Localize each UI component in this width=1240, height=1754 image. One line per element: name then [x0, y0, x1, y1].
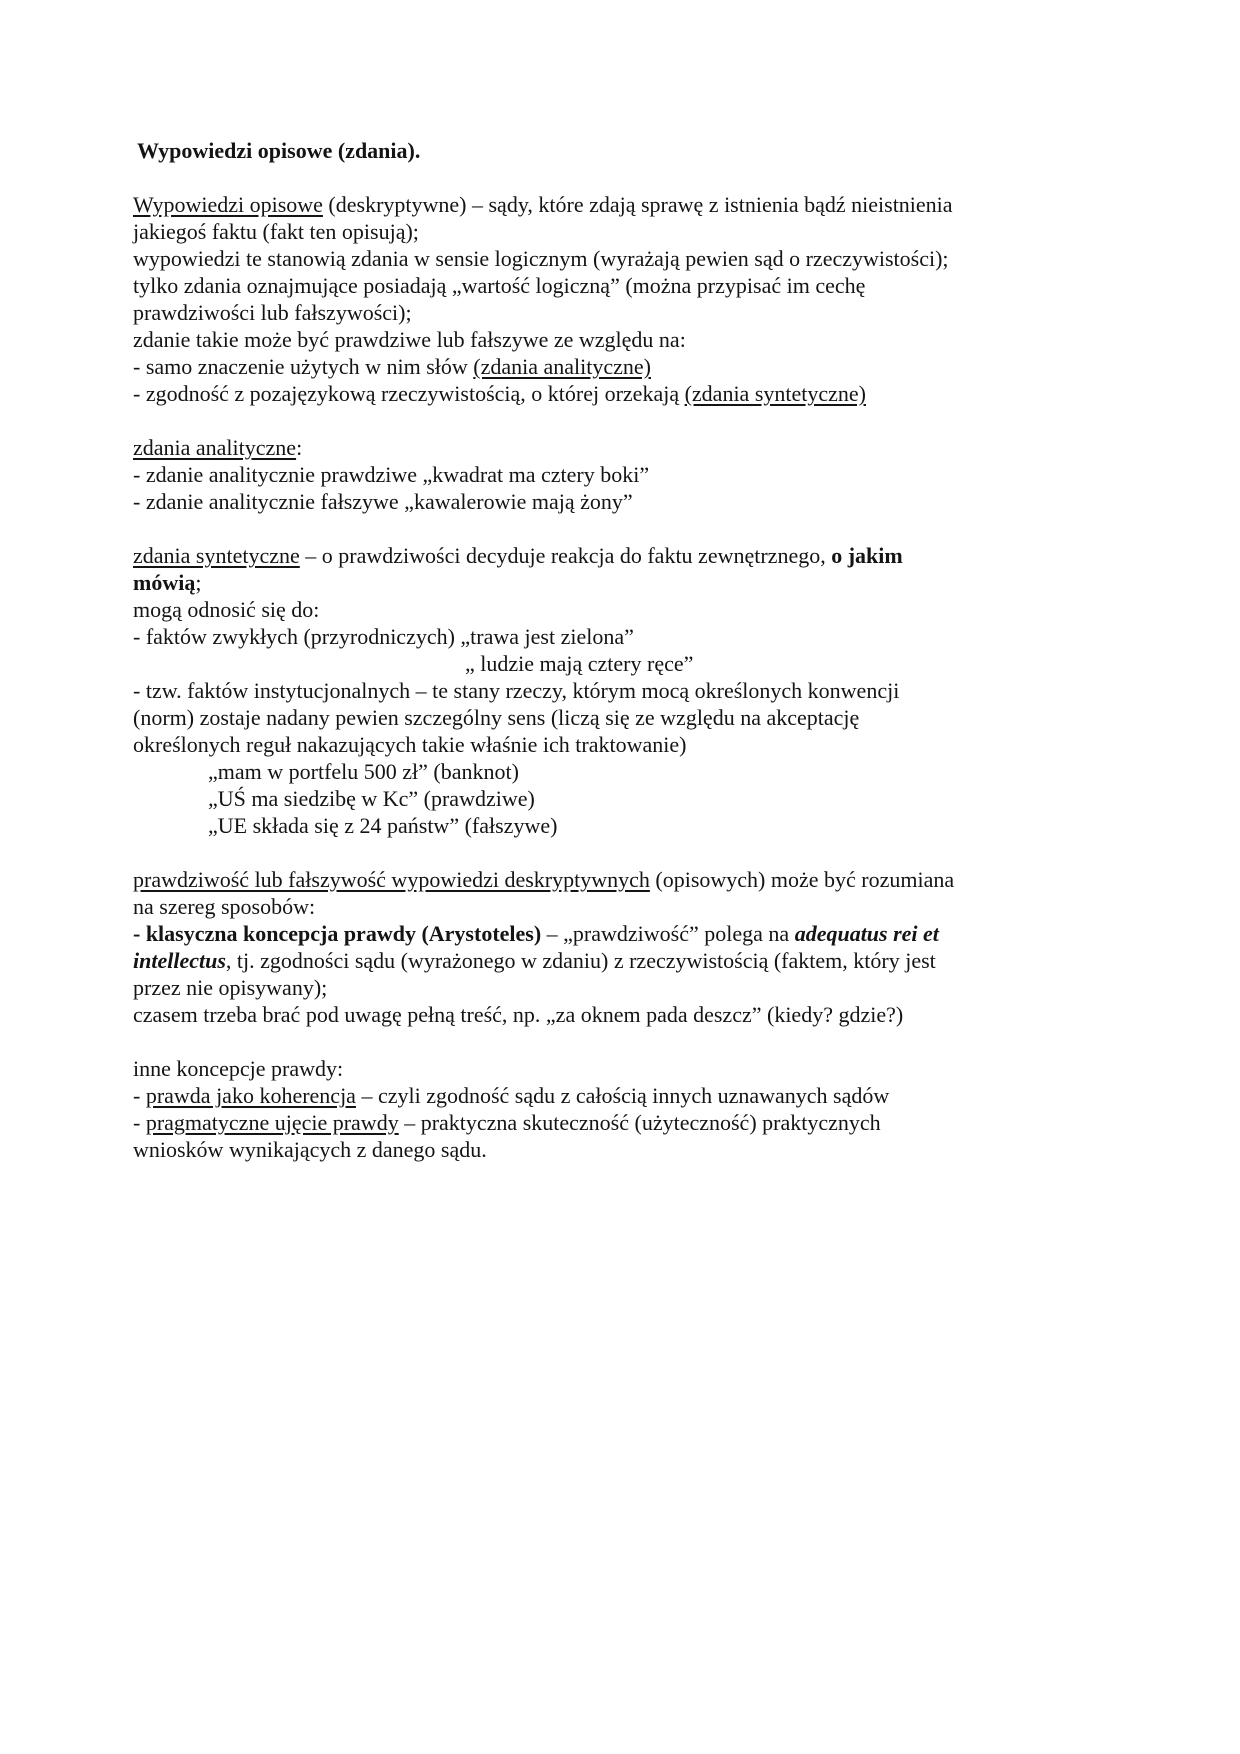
text-segment: – o prawdziwości decyduje reakcja do faktu zewnętrznego,: [299, 543, 832, 568]
text-segment: -: [133, 1110, 146, 1135]
text-segment: przez nie opisywany);: [133, 975, 328, 1000]
text-line: [133, 461, 1120, 488]
text-segment: czasem trzeba brać pod uwagę pełną treść, np. „za oknem pada deszcz” (kiedy? gdzie?): [133, 1002, 904, 1027]
text-line: [133, 488, 1120, 515]
text-segment: :: [296, 435, 303, 460]
text-segment: inne koncepcje prawdy:: [133, 1056, 344, 1081]
text-line: [133, 677, 1120, 704]
text-line: [133, 812, 1120, 839]
text-segment: - zdanie analitycznie prawdziwe „kwadrat ma cztery boki”: [133, 462, 650, 487]
text-line: [133, 866, 1120, 893]
text-line: [133, 1001, 1120, 1028]
text-line: [133, 893, 1120, 920]
text-segment: , tj. zgodności sądu (wyrażonego w zdaniu) z rzeczywistością (faktem, który jest: [225, 948, 936, 973]
text-segment: określonych reguł nakazujących takie właśnie ich traktowanie): [133, 732, 687, 757]
text-line: [133, 704, 1120, 731]
paragraph: [133, 191, 1120, 407]
text-segment: (norm) zostaje nadany pewien szczególny sens (liczą się ze względu na akceptację: [133, 705, 860, 730]
text-line: [133, 1109, 1120, 1136]
text-line: [133, 1082, 1120, 1109]
text-segment: (zdania syntetyczne): [684, 381, 866, 406]
text-line: [133, 245, 1120, 272]
text-line: [133, 434, 1120, 461]
text-segment: „UE składa się z 24 państw” (fałszywe): [208, 813, 558, 838]
page-title: Wypowiedzi opisowe (zdania).: [137, 138, 421, 163]
text-line: [133, 218, 1120, 245]
text-segment: prawdziwość lub fałszywość wypowiedzi deskryptywnych: [133, 867, 650, 892]
text-line: [133, 623, 1120, 650]
paragraph: [133, 542, 1120, 839]
document-body: [133, 191, 1120, 1163]
text-line: [133, 191, 1120, 218]
text-line: [133, 1055, 1120, 1082]
text-line: [133, 272, 1120, 299]
text-segment: - klasyczna koncepcja prawdy (Arystoteles): [133, 921, 542, 946]
text-line: [133, 596, 1120, 623]
text-line: [133, 299, 1120, 326]
text-line: [133, 758, 1120, 785]
text-line: [133, 380, 1120, 407]
paragraph: [133, 1055, 1120, 1163]
text-segment: zdania analityczne: [133, 435, 297, 460]
text-segment: mogą odnosić się do:: [133, 597, 320, 622]
text-line: [133, 731, 1120, 758]
text-segment: „UŚ ma siedzibę w Kc” (prawdziwe): [208, 786, 535, 811]
text-segment: – czyli zgodność sądu z całością innych uznawanych sądów: [355, 1083, 890, 1108]
text-segment: – „prawdziwość” polega na: [541, 921, 795, 946]
text-segment: ;: [195, 570, 202, 595]
text-segment: adequatus rei et: [794, 921, 939, 946]
text-segment: tylko zdania oznajmujące posiadają „wartość logiczną” (można przypisać im cechę: [133, 273, 866, 298]
text-segment: o jakim: [831, 543, 903, 568]
text-line: [133, 542, 1120, 569]
text-line: [133, 650, 1120, 677]
paragraph: [133, 866, 1120, 1028]
text-segment: (deskryptywne) – sądy, które zdają sprawę z istnienia bądź nieistnienia: [322, 192, 953, 217]
text-segment: prawda jako koherencja: [145, 1083, 356, 1108]
text-segment: mówią: [133, 570, 196, 595]
text-segment: intellectus: [133, 948, 226, 973]
text-line: [133, 569, 1120, 596]
text-segment: zdanie takie może być prawdziwe lub fałszywe ze względu na:: [133, 327, 686, 352]
text-segment: „mam w portfelu 500 zł” (banknot): [208, 759, 519, 784]
text-line: [133, 353, 1120, 380]
text-segment: - faktów zwykłych (przyrodniczych) „trawa jest zielona”: [133, 624, 634, 649]
text-segment: - zgodność z pozajęzykową rzeczywistością, o której orzekają: [133, 381, 685, 406]
text-line: [133, 1136, 1120, 1163]
text-line: [133, 785, 1120, 812]
text-segment: - tzw. faktów instytucjonalnych – te stany rzeczy, którym mocą określonych konwencji: [133, 678, 900, 703]
text-segment: wniosków wynikających z danego sądu.: [133, 1137, 487, 1162]
text-segment: jakiegoś faktu (fakt ten opisują);: [133, 219, 419, 244]
text-segment: pragmatyczne ujęcie prawdy: [145, 1110, 399, 1135]
text-line: [133, 326, 1120, 353]
text-segment: prawdziwości lub fałszywości);: [133, 300, 412, 325]
text-segment: – praktyczna skuteczność (użyteczność) praktycznych: [398, 1110, 881, 1135]
text-segment: wypowiedzi te stanowią zdania w sensie logicznym (wyrażają pewien sąd o rzeczywistości);: [133, 246, 949, 271]
text-line: [133, 974, 1120, 1001]
text-segment: Wypowiedzi opisowe: [133, 192, 323, 217]
paragraph: [133, 434, 1120, 515]
text-line: [133, 920, 1120, 947]
text-segment: na szereg sposobów:: [133, 894, 316, 919]
text-segment: „ ludzie mają cztery ręce”: [465, 651, 694, 676]
text-segment: -: [133, 1083, 146, 1108]
text-segment: zdania syntetyczne: [133, 543, 300, 568]
text-segment: - samo znaczenie użytych w nim słów: [133, 354, 474, 379]
text-segment: - zdanie analitycznie fałszywe „kawalerowie mają żony”: [133, 489, 633, 514]
text-line: [133, 947, 1120, 974]
text-segment: (opisowych) może być rozumiana: [649, 867, 955, 892]
text-segment: (zdania analityczne): [473, 354, 651, 379]
